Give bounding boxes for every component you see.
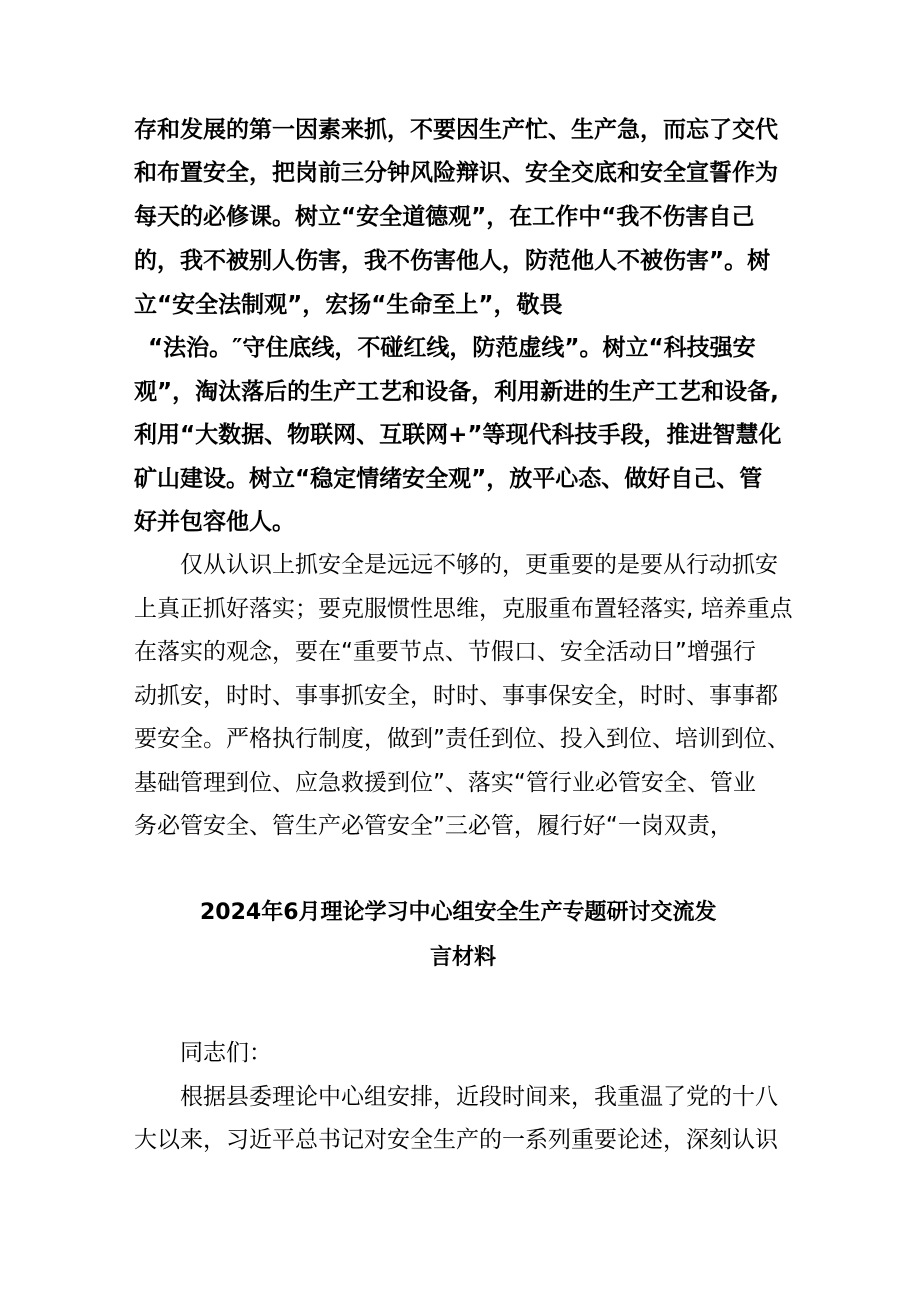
text-line: 和布置安全，把岗前三分钟风险辩识、安全交底和安全宣誓作为 [134,160,778,186]
text-line: 基础管理到位、应急救援到位”、落实“管行业必管安全、管业 [134,770,756,796]
text-line: 每天的必修课。树立“安全道德观”，在工作中“我不伤害自己 [134,204,755,230]
text-line: 存和发展的第一因素来抓，不要因生产忙、生产急，而忘了交代 [134,117,778,143]
text-line: 观”，淘汰落后的生产工艺和设备，利用新进的生产工艺和设备, [134,379,779,405]
text-line: 务必管安全、管生产必管安全”三必管，履行好“一岗双责， [134,813,733,839]
document-title: 2024年6月理论学习中心组安全生产专题研讨交流发 [200,900,717,925]
text-line: “法治。″守住底线，不碰红线，防范虚线”。树立“科技强安 [148,335,756,361]
text-line: 动抓安，时时、事事抓安全，时时、事事保安全，时时、事事都 [134,683,778,709]
text-line: 立“安全法制观”，宏扬“生命至上”，敬畏 [134,292,563,318]
document-title-continued: 言材料 [430,945,497,970]
salutation: 同志们： [180,1040,272,1066]
text-line: 矿山建设。树立“稳定情绪安全观”，放平心态、做好自己、管 [134,466,763,492]
text-line: 好并包容他人。 [134,509,295,535]
text-line: 在落实的观念，要在“重要节点、节假口、安全活动日”增强行 [134,639,756,665]
text-line: 要安全。严格执行制度，做到”责任到位、投入到位、培训到位、 [134,726,790,752]
text-line: 的，我不被别人伤害，我不伤害他人，防范他人不被伤害”。树 [134,248,771,274]
text-line: 利用“大数据、物联网、互联网+”等现代科技手段，推进智慧化 [134,422,782,448]
text-line: 仅从认识上抓安全是远远不够的，更重要的是要从行动抓安 [180,552,778,578]
text-line: 上真正抓好落实；要克服惯性思维，克服重布置轻落实, 培养重点 [134,596,793,622]
text-line: 大以来，习近平总书记对安全生产的一系列重要论述，深刻认识 [134,1127,778,1153]
text-line: 根据县委理论中心组安排，近段时间来，我重温了党的十八 [180,1084,778,1110]
